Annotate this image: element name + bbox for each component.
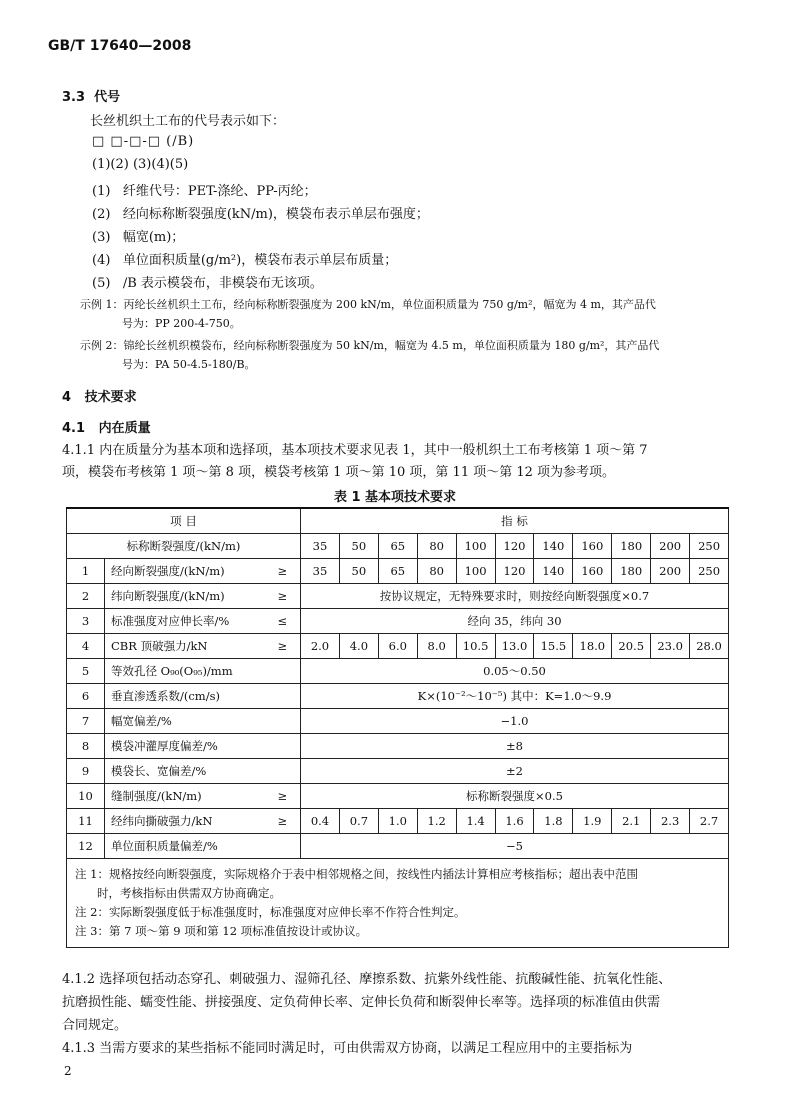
table-cell-span: 经向 35，纬向 30 <box>301 609 729 634</box>
item-text: 经向标称断裂强度(kN/m)，模袋布表示单层布强度； <box>122 207 429 222</box>
row-number: 9 <box>67 759 105 784</box>
code-item <box>92 249 397 268</box>
table-cell: 2.7 <box>690 809 729 834</box>
table-cell: 1.2 <box>417 809 456 834</box>
row-name: 单位面积质量偏差/% <box>105 834 265 859</box>
row-name: 缝制强度/(kN/m) <box>105 784 265 809</box>
table-cell: 1.8 <box>534 809 573 834</box>
table-cell: 50 <box>339 559 378 584</box>
row-symbol: ≥ <box>265 559 301 584</box>
example-1-line-1: 示例 1：丙纶长丝机织土工布，经向标称断裂强度为 200 kN/m，单位面积质量为 750 g/m²，幅宽为 4 m，其产品代 <box>80 298 656 311</box>
table-cell: 0.7 <box>339 809 378 834</box>
section-title: 代号 <box>94 90 121 105</box>
row-name: 等效孔径 O₉₀(O₉₅)/mm <box>105 659 265 684</box>
paragraph-4-1-1-line-2: 项，模袋布考核第 1 项～第 8 项，模袋考核第 1 项～第 10 项，第 11 项～第 12 项为参考项。 <box>62 465 616 480</box>
code-item <box>92 226 184 245</box>
table-cell-span: K×(10⁻²～10⁻⁵) 其中：K=1.0～9.9 <box>301 684 729 709</box>
code-item <box>92 272 323 291</box>
section-4-heading <box>62 386 137 405</box>
row-number: 6 <box>67 684 105 709</box>
table-cell: 2.1 <box>612 809 651 834</box>
header-item: 项 目 <box>67 508 301 534</box>
row-name: 幅宽偏差/% <box>105 709 265 734</box>
item-number: (4) <box>92 253 111 268</box>
paragraph-4-1-2-line-3: 合同规定。 <box>62 1018 128 1033</box>
row-number: 7 <box>67 709 105 734</box>
table-row <box>67 834 729 859</box>
section-number: 4 <box>62 390 72 405</box>
table-cell: 2.3 <box>651 809 690 834</box>
table-cell: 80 <box>417 559 456 584</box>
row-name: 垂直渗透系数/(cm/s) <box>105 684 265 709</box>
row-name: 模袋冲灌厚度偏差/% <box>105 734 265 759</box>
section-3-3-heading <box>62 86 120 105</box>
item-number: (2) <box>92 207 111 222</box>
section-4-1-heading <box>62 417 151 436</box>
row-name: 标准强度对应伸长率/% <box>105 609 265 634</box>
table-cell: 1.4 <box>456 809 495 834</box>
table-caption: 表 1 基本项技术要求 <box>333 490 457 505</box>
table-cell: 6.0 <box>378 634 417 659</box>
table-cell: 4.0 <box>339 634 378 659</box>
item-text: 纤维代号：PET-涤纶、PP-丙纶； <box>122 184 317 199</box>
section-number: 4.1 <box>62 421 86 436</box>
table-notes-row <box>67 859 729 948</box>
table-cell: 180 <box>612 559 651 584</box>
table-cell: 180 <box>612 534 651 559</box>
table-cell-span: ±8 <box>301 734 729 759</box>
item-text: 幅宽(m)； <box>122 230 185 245</box>
paragraph-4-1-2-line-2: 抗磨损性能、蠕变性能、拼接强度、定负荷伸长率、定伸长负荷和断裂伸长率等。选择项的标准值由供需 <box>62 995 661 1010</box>
table-row-nominal <box>67 534 729 559</box>
table-cell: 65 <box>378 534 417 559</box>
table-cell: 140 <box>534 534 573 559</box>
table-row <box>67 809 729 834</box>
paragraph-4-1-2-line-1: 4.1.2 选择项包括动态穿孔、刺破强力、湿筛孔径、摩擦系数、抗紫外线性能、抗酸碱性能、抗氧化性能、 <box>62 972 672 987</box>
table-cell: 13.0 <box>495 634 534 659</box>
table-row <box>67 734 729 759</box>
table-cell: 23.0 <box>651 634 690 659</box>
row-name: 经向断裂强度/(kN/m) <box>105 559 265 584</box>
table-cell: 20.5 <box>612 634 651 659</box>
row-number: 11 <box>67 809 105 834</box>
table-cell: 18.0 <box>573 634 612 659</box>
example-2-line-1: 示例 2：锦纶长丝机织模袋布，经向标称断裂强度为 50 kN/m，幅宽为 4.5 m，单位面积质量为 180 g/m²，其产品代 <box>80 339 660 352</box>
section-number: 3.3 <box>62 90 86 105</box>
table-cell: 0.4 <box>301 809 340 834</box>
row-symbol: ≥ <box>265 584 301 609</box>
table-cell: 160 <box>573 534 612 559</box>
code-intro: 长丝机织土工布的代号表示如下： <box>90 114 286 129</box>
table-cell-span: 按协议规定，无特殊要求时，则按经向断裂强度×0.7 <box>301 584 729 609</box>
table-cell: 120 <box>495 559 534 584</box>
section-title: 技术要求 <box>84 390 137 405</box>
table-cell-span: 标称断裂强度×0.5 <box>301 784 729 809</box>
table-cell: 160 <box>573 559 612 584</box>
item-number: (3) <box>92 230 111 245</box>
row-symbol: ≥ <box>265 784 301 809</box>
header-spec: 指 标 <box>301 508 729 534</box>
table-row <box>67 609 729 634</box>
table-cell: 250 <box>690 559 729 584</box>
table-row <box>67 709 729 734</box>
table-cell: 28.0 <box>690 634 729 659</box>
table-row <box>67 684 729 709</box>
row-symbol: ≤ <box>265 609 301 634</box>
example-2-line-2: 号为：PA 50-4.5-180/B。 <box>122 358 256 371</box>
table-cell: 65 <box>378 559 417 584</box>
note-2: 注 2：实际断裂强度低于标准强度时，标准强度对应伸长率不作符合性判定。 <box>75 905 466 919</box>
table-row <box>67 634 729 659</box>
code-pattern: □ □-□-□ (/B) <box>92 134 195 149</box>
section-title: 内在质量 <box>98 421 151 436</box>
table-cell-span: −5 <box>301 834 729 859</box>
row-symbol <box>265 759 301 784</box>
item-number: (5) <box>92 276 111 291</box>
table-cell: 80 <box>417 534 456 559</box>
item-text: /B 表示模袋布，非模袋布无该项。 <box>122 276 323 291</box>
basic-requirements-table <box>66 507 729 948</box>
row-number: 4 <box>67 634 105 659</box>
row-symbol: ≥ <box>265 809 301 834</box>
table-cell: 1.9 <box>573 809 612 834</box>
row-name: CBR 顶破强力/kN <box>105 634 265 659</box>
row-name: 经纬向撕破强力/kN <box>105 809 265 834</box>
table-cell: 8.0 <box>417 634 456 659</box>
table-cell: 15.5 <box>534 634 573 659</box>
table-row <box>67 784 729 809</box>
page-number: 2 <box>64 1064 72 1078</box>
row-number: 8 <box>67 734 105 759</box>
row-number: 2 <box>67 584 105 609</box>
code-pattern-index: (1)(2) (3)(4)(5) <box>92 157 189 172</box>
table-cell: 200 <box>651 534 690 559</box>
row-number: 1 <box>67 559 105 584</box>
table-row <box>67 584 729 609</box>
table-cell: 200 <box>651 559 690 584</box>
item-text: 单位面积质量(g/m²)，模袋布表示单层布质量； <box>122 253 398 268</box>
table-cell: 35 <box>301 559 340 584</box>
table-cell: 10.5 <box>456 634 495 659</box>
paragraph-4-1-1-line-1: 4.1.1 内在质量分为基本项和选择项，基本项技术要求见表 1，其中一般机织土工布考核第 1 项～第 7 <box>62 443 648 458</box>
table-cell: 2.0 <box>301 634 340 659</box>
row-number: 10 <box>67 784 105 809</box>
row-name: 纬向断裂强度/(kN/m) <box>105 584 265 609</box>
standard-header: GB/T 17640—2008 <box>48 38 192 54</box>
table-cell: 120 <box>495 534 534 559</box>
note-1-line-2: 时，考核指标由供需双方协商确定。 <box>97 886 281 900</box>
note-3: 注 3：第 7 项～第 9 项和第 12 项标准值按设计或协议。 <box>75 924 368 938</box>
table-notes <box>67 859 729 948</box>
nominal-label: 标称断裂强度/(kN/m) <box>67 534 301 559</box>
row-symbol: ≥ <box>265 634 301 659</box>
table-cell: 1.6 <box>495 809 534 834</box>
table-cell: 1.0 <box>378 809 417 834</box>
table-cell-span: ±2 <box>301 759 729 784</box>
row-name: 模袋长、宽偏差/% <box>105 759 265 784</box>
table-row <box>67 659 729 684</box>
item-number: (1) <box>92 184 111 199</box>
code-item <box>92 180 317 199</box>
table-cell: 35 <box>301 534 340 559</box>
paragraph-4-1-3-line-1: 4.1.3 当需方要求的某些指标不能同时满足时，可由供需双方协商，以满足工程应用中的主要指标为 <box>62 1041 633 1056</box>
table-row <box>67 559 729 584</box>
table-cell: 140 <box>534 559 573 584</box>
code-item <box>92 203 429 222</box>
table-cell: 100 <box>456 559 495 584</box>
row-symbol <box>265 709 301 734</box>
table-cell: 100 <box>456 534 495 559</box>
table-row <box>67 759 729 784</box>
table-cell-span: 0.05～0.50 <box>301 659 729 684</box>
row-number: 12 <box>67 834 105 859</box>
row-symbol <box>265 734 301 759</box>
table-header-row <box>67 508 729 534</box>
row-symbol <box>265 834 301 859</box>
row-number: 3 <box>67 609 105 634</box>
example-1-line-2: 号为：PP 200-4-750。 <box>122 317 241 330</box>
note-1-line-1: 注 1：规格按经向断裂强度，实际规格介于表中相邻规格之间，按线性内插法计算相应考核指标；超出表中范围 <box>75 867 638 881</box>
table-cell: 250 <box>690 534 729 559</box>
row-number: 5 <box>67 659 105 684</box>
table-cell: 50 <box>339 534 378 559</box>
row-symbol <box>265 684 301 709</box>
row-symbol <box>265 659 301 684</box>
table-cell-span: −1.0 <box>301 709 729 734</box>
